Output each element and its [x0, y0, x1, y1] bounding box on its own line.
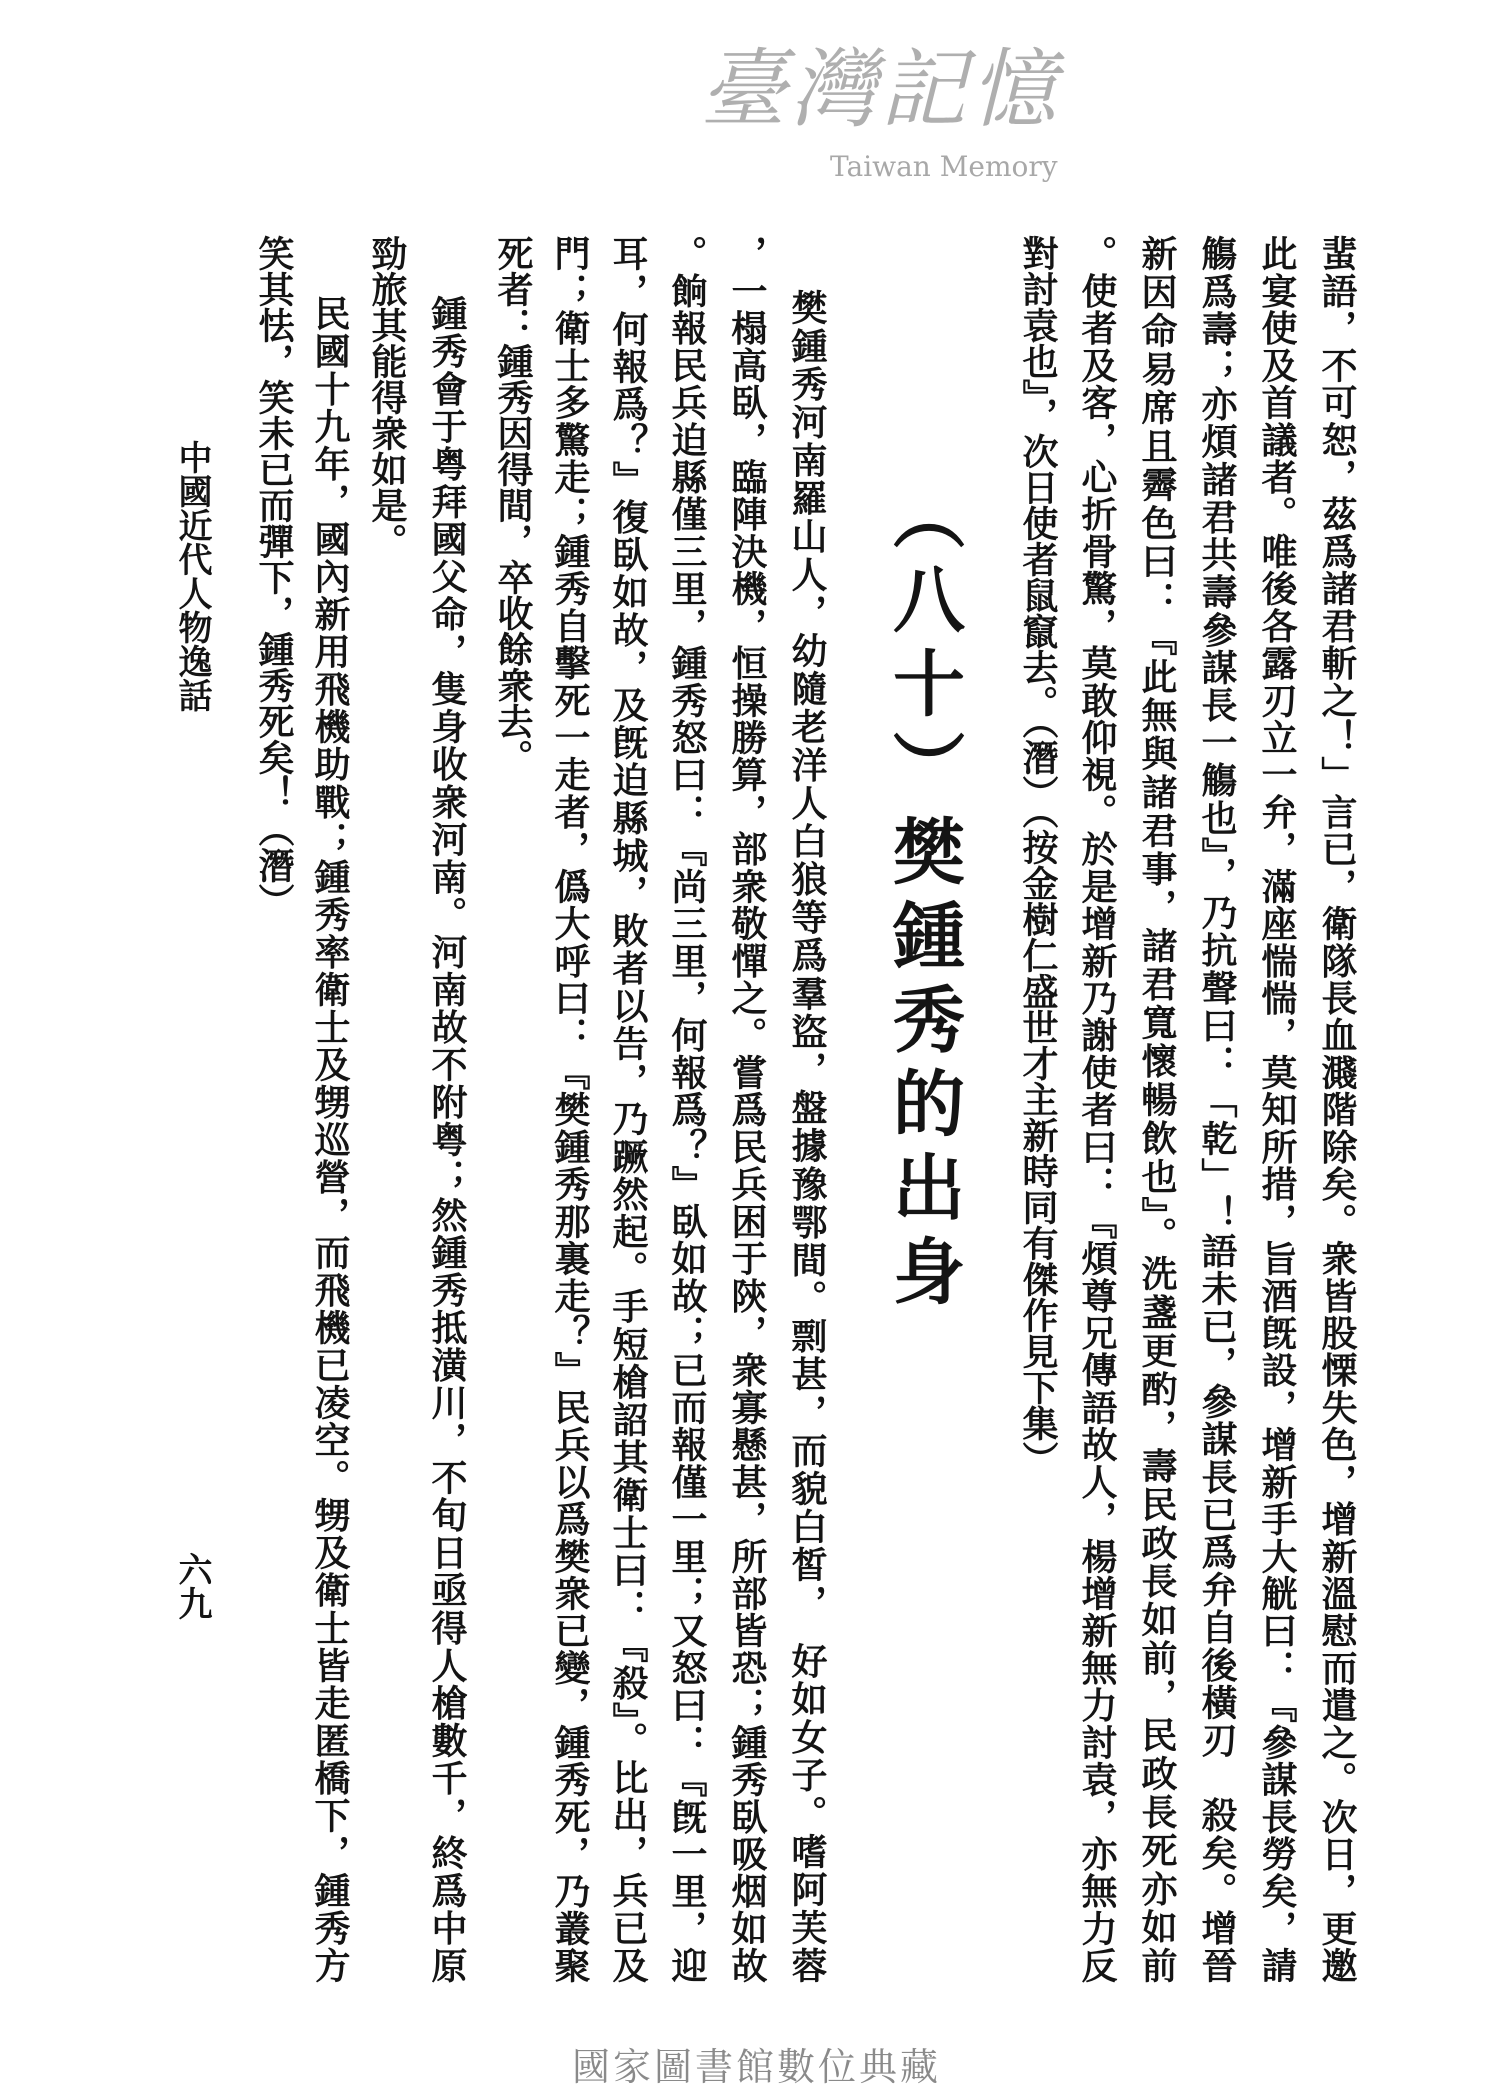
text-column: ，一榻高臥，臨陣決機，恒操勝算，部衆敬憚之。嘗爲民兵困于陝，衆寡懸甚，所部皆恐；鍾秀臥吸烟如故 — [726, 235, 768, 1983]
text-column: 蜚語，不可恕，茲爲諸君斬之！」言已，衛隊長血濺階除矣。衆皆股慄失色，增新溫慰而遣之。次日，更邀 — [1316, 235, 1358, 1983]
text-column: 。使者及客，心折骨驚，莫敢仰視。於是增新乃謝使者曰：『煩尊兄傳語故人，楊增新無力討袁，亦無力反 — [1076, 235, 1118, 1983]
text-column: 觴爲壽；亦煩諸君共壽參謀長一觴也』，乃抗聲曰：「乾」！語未已，參謀長已爲弁自後橫刃 殺矣。增晉 — [1196, 235, 1238, 1983]
text-column: 笑其怯，笑未已而彈下，鍾秀死矣！（潛） — [253, 235, 295, 919]
watermark-subtitle: Taiwan Memory — [830, 150, 1058, 183]
text-column: 新因命易席且霽色曰：『此無與諸君事，諸君寬懷暢飲也』。洗盞更酌，壽民政長如前，民政長死亦如前 — [1136, 235, 1178, 1983]
text-column: 死者：鍾秀因得間，卒收餘衆去。 — [492, 235, 534, 775]
text-column: 民國十九年，國內新用飛機助戰；鍾秀率衛士及甥巡營，而飛機已凌空。甥及衛士皆走匿橋下，鍾秀方 — [309, 295, 351, 1983]
watermark-logo: 臺灣記憶 — [700, 40, 1060, 140]
page-number: 六九 — [172, 1552, 212, 1620]
text-column: 鍾秀會于粤拜國父命，隻身收衆河南。河南故不附粤；然鍾秀抵潢川，不旬日亟得人槍數千，終爲中原 — [426, 295, 468, 1983]
text-column: 此宴使及首議者。唯後各露刃立一弁，滿座惴惴，莫知所措，旨酒旣設，增新手大觥曰：『參謀長勞矣，請 — [1256, 235, 1298, 1983]
text-column: 勁旅其能得衆如是。 — [366, 235, 408, 559]
story-title: （八十）樊鍾秀的出身 — [881, 478, 966, 1318]
footer-credit: 國家圖書館數位典藏 — [572, 2045, 942, 2089]
running-head: 中國近代人物逸話 — [172, 440, 212, 712]
text-column: 。餉報民兵迫縣僅三里，鍾秀怒曰：『尚三里，何報爲？』臥如故；已而報僅一里；又怒曰：『旣一里，迎 — [666, 235, 708, 1983]
text-column: 耳，何報爲？』復臥如故，及旣迫縣城，敗者以告，乃蹶然起。手短槍詔其衛士曰：『殺』。比出，兵已及 — [607, 235, 649, 1983]
text-column: 門；衛士多驚走；鍾秀自擊死一走者，僞大呼曰：『樊鍾秀那裏走？』民兵以爲樊衆已變，鍾秀死，乃叢聚 — [549, 235, 591, 1983]
text-column: 對討袁也』，次日使者鼠竄去。（潛）（按金樹仁盛世才主新時同有傑作見下集） — [1017, 235, 1059, 1477]
text-column: 樊鍾秀河南羅山人，幼隨老洋人白狼等爲羣盜，盤據豫鄂間。剽甚，而貌白皙， 好如女子。嗜阿芙蓉 — [786, 289, 828, 1983]
